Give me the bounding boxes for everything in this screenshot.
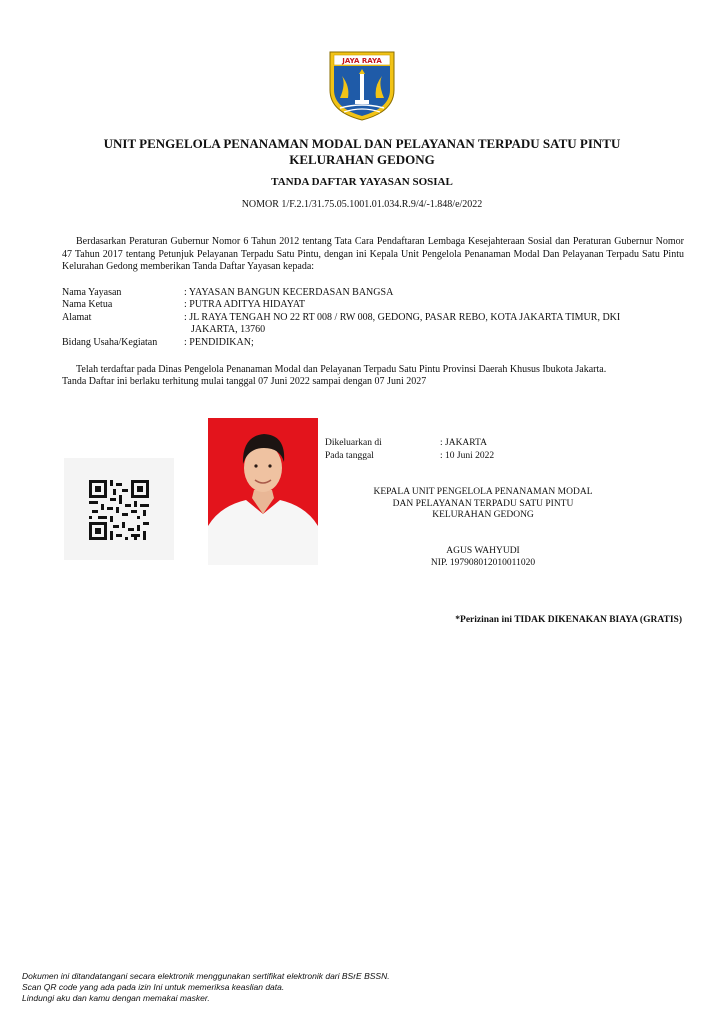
alamat-value-line1: : JL RAYA TENGAH NO 22 RT 008 / RW 008, GEDONG, PASAR REBO, KOTA JAKARTA TIMUR, DKI	[184, 312, 621, 323]
nama-yayasan-label: Nama Yayasan	[62, 287, 122, 298]
registration-line2: Tanda Daftar ini berlaku terhitung mulai tanggal 07 Juni 2022 sampai dengan 07 Juni 2027	[62, 376, 427, 387]
alamat-value-line2: JAKARTA, 13760	[191, 324, 266, 335]
tanggal-value: : 10 Juni 2022	[440, 451, 495, 461]
signatory-title-line1: KEPALA UNIT PENGELOLA PENANAMAN MODAL	[373, 487, 593, 497]
applicant-photo	[208, 418, 318, 565]
footer-line1: Dokumen ini ditandatangani secara elektronik menggunakan sertifikat elektronik dari BSrE BSSN.	[22, 971, 390, 981]
jakarta-crest-icon	[326, 50, 398, 122]
footer-note	[22, 971, 390, 1004]
svg-text:JAYA RAYA: JAYA RAYA	[342, 57, 382, 65]
office-title-line1: UNIT PENGELOLA PENANAMAN MODAL DAN PELAYANAN TERPADU SATU PINTU	[103, 136, 621, 151]
signatory-name: AGUS WAHYUDI	[446, 546, 520, 556]
nama-ketua-label: Nama Ketua	[62, 299, 113, 310]
footer-line2: Scan QR code yang ada pada izin Ini untuk memeriksa keaslian data.	[22, 982, 285, 992]
dikeluarkan-value: : JAKARTA	[440, 438, 487, 448]
intro-paragraph: Berdasarkan Peraturan Gubernur Nomor 6 Tahun 2012 tentang Tata Cara Pendaftaran Lembaga Kesejahteraan Sosial dan Peraturan Gubernur Nomor 47 Tahun 2017 tentang Petunjuk Pelayanan Terpadu Satu Pintu, dengan ini Kepala Unit Pengelola Penanaman Modal Dan Pelayanan Terpadu Satu Pintu Kelurahan Gedong memberikan Tanda Daftar Yayasan kepada:	[62, 236, 684, 272]
alamat-label: Alamat	[62, 312, 92, 323]
nama-ketua-value: : PUTRA ADITYA HIDAYAT	[184, 299, 306, 310]
footer-line3: Lindungi aku dan kamu dengan memakai masker.	[22, 993, 210, 1003]
registration-line1: Telah terdaftar pada Dinas Pengelola Penanaman Modal dan Pelayanan Terpadu Satu Pintu Provinsi Daerah Khusus Ibukota Jakarta.	[76, 364, 607, 375]
office-title-line2: KELURAHAN GEDONG	[289, 152, 435, 167]
signatory-nip: NIP. 197908012010011020	[430, 558, 536, 568]
qr-code-icon	[64, 458, 174, 560]
bidang-label: Bidang Usaha/Kegiatan	[62, 337, 158, 348]
nama-yayasan-value: : YAYASAN BANGUN KECERDASAN BANGSA	[184, 287, 394, 298]
document-number: NOMOR 1/F.2.1/31.75.05.1001.01.034.R.9/4/-1.848/e/2022	[241, 199, 483, 210]
office-title	[0, 136, 724, 168]
signatory-block	[340, 487, 626, 522]
dikeluarkan-label: Dikeluarkan di	[325, 438, 382, 448]
signatory-title-line2: DAN PELAYANAN TERPADU SATU PINTU	[392, 498, 574, 509]
bidang-value: : PENDIDIKAN;	[184, 337, 254, 348]
tanggal-label: Pada tanggal	[325, 451, 374, 461]
document-title: TANDA DAFTAR YAYASAN SOSIAL	[271, 176, 453, 188]
fee-notice: *Perizinan ini TIDAK DIKENAKAN BIAYA (GRATIS)	[455, 615, 682, 625]
signatory-title-line3: KELURAHAN GEDONG	[432, 510, 534, 520]
